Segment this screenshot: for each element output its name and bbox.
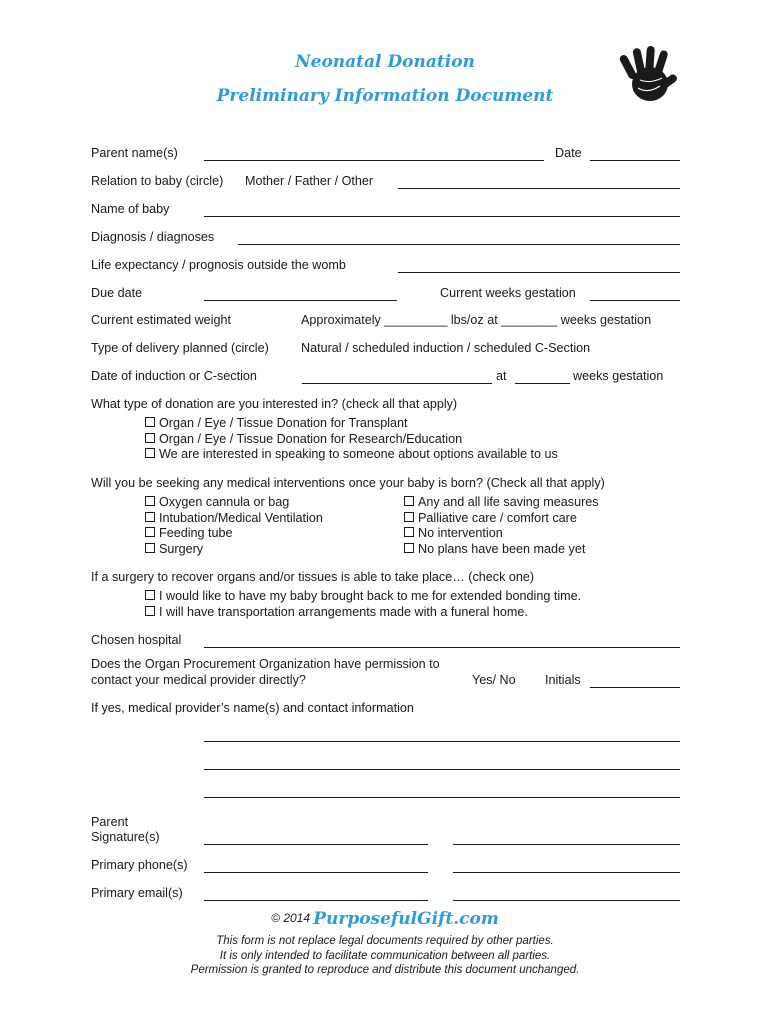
checkbox-icon [145, 417, 155, 427]
due-date-label: Due date [91, 286, 143, 300]
relation-options[interactable]: Mother / Father / Other [245, 174, 374, 188]
signature-field-2[interactable] [453, 844, 680, 845]
checkbox-icon [145, 590, 155, 600]
checkbox-bonding-time[interactable]: I would like to have my baby brought back to me for extended bonding time. [145, 589, 581, 603]
checkbox-icon [145, 527, 155, 537]
chosen-hospital-label: Chosen hospital [91, 633, 182, 647]
checkbox-intubation[interactable]: Intubation/Medical Ventilation [145, 511, 323, 525]
checkbox-icon [404, 527, 414, 537]
initials-label: Initials [545, 673, 581, 687]
copyright-text: © 2014 [271, 911, 311, 925]
parent-names-label: Parent name(s) [91, 146, 178, 160]
at-label: at [496, 369, 507, 383]
surgery-question: If a surgery to recover organs and/or tissues is able to take place… (check one) [91, 570, 535, 584]
phone-field-2[interactable] [453, 872, 680, 873]
relation-label: Relation to baby (circle) [91, 174, 224, 188]
footer-note-2: It is only intended to facilitate communication between all parties. [219, 950, 551, 962]
date-label: Date [555, 146, 582, 160]
interventions-question: Will you be seeking any medical interventions once your baby is born? (Check all that apply) [91, 476, 605, 490]
current-weeks-field[interactable] [590, 300, 680, 301]
title-line-1: Neonatal Donation [295, 52, 475, 72]
checkbox-surgery[interactable]: Surgery [145, 542, 203, 556]
delivery-options[interactable]: Natural / scheduled induction / scheduled C-Section [301, 341, 591, 355]
phone-label: Primary phone(s) [91, 858, 188, 872]
provider-field-3[interactable] [204, 797, 680, 798]
yes-no-options[interactable]: Yes/ No [472, 673, 516, 687]
chosen-hospital-field[interactable] [204, 647, 680, 648]
checkbox-no-intervention[interactable]: No intervention [404, 526, 503, 540]
current-weeks-label: Current weeks gestation [440, 286, 576, 300]
induction-date-label: Date of induction or C-section [91, 369, 257, 383]
checkbox-icon [145, 512, 155, 522]
checkbox-palliative[interactable]: Palliative care / comfort care [404, 511, 577, 525]
date-field[interactable] [590, 160, 680, 161]
title-line-2: Preliminary Information Document [216, 86, 554, 106]
footer-note-3: Permission is granted to reproduce and distribute this document unchanged. [190, 964, 580, 976]
opo-question-line2: contact your medical provider directly? [91, 673, 306, 687]
induction-weeks-field[interactable] [515, 383, 570, 384]
estimated-weight-label: Current estimated weight [91, 313, 231, 327]
checkbox-donation-research[interactable]: Organ / Eye / Tissue Donation for Research/Education [145, 432, 462, 446]
brand-logo-text: PurposefulGift.com [313, 909, 499, 929]
parent-names-field[interactable] [204, 160, 544, 161]
checkbox-icon [404, 512, 414, 522]
provider-field-1[interactable] [204, 741, 680, 742]
signatures-label: Signature(s) [91, 830, 160, 844]
footer-note-1: This form is not replace legal documents required by other parties. [216, 935, 554, 947]
baby-name-field[interactable] [204, 216, 680, 217]
checkbox-icon [145, 543, 155, 553]
initials-field[interactable] [590, 687, 680, 688]
induction-date-field[interactable] [302, 383, 492, 384]
footer-brand-line [0, 909, 770, 929]
checkbox-oxygen[interactable]: Oxygen cannula or bag [145, 495, 289, 509]
life-expectancy-field[interactable] [398, 272, 680, 273]
signature-field-1[interactable] [204, 844, 428, 845]
phone-field-1[interactable] [204, 872, 428, 873]
delivery-type-label: Type of delivery planned (circle) [91, 341, 269, 355]
weeks-gestation-label: weeks gestation [573, 369, 664, 383]
handprint-icon [614, 44, 678, 110]
checkbox-life-saving[interactable]: Any and all life saving measures [404, 495, 599, 509]
donation-question: What type of donation are you interested in? (check all that apply) [91, 397, 458, 411]
provider-label: If yes, medical provider’s name(s) and contact information [91, 701, 414, 715]
checkbox-icon [145, 448, 155, 458]
checkbox-icon [145, 496, 155, 506]
checkbox-funeral-home[interactable]: I will have transportation arrangements made with a funeral home. [145, 605, 528, 619]
parent-label: Parent [91, 815, 129, 829]
checkbox-icon [145, 433, 155, 443]
provider-field-2[interactable] [204, 769, 680, 770]
checkbox-icon [404, 543, 414, 553]
email-field-1[interactable] [204, 900, 428, 901]
email-field-2[interactable] [453, 900, 680, 901]
checkbox-no-plans[interactable]: No plans have been made yet [404, 542, 585, 556]
diagnosis-label: Diagnosis / diagnoses [91, 230, 215, 244]
checkbox-feeding-tube[interactable]: Feeding tube [145, 526, 233, 540]
checkbox-icon [404, 496, 414, 506]
relation-other-field[interactable] [398, 188, 680, 189]
checkbox-donation-speak[interactable]: We are interested in speaking to someone about options available to us [145, 447, 558, 461]
approximate-weight-field[interactable]: Approximately _________ lbs/oz at ________ weeks gestation [301, 313, 652, 327]
life-expectancy-label: Life expectancy / prognosis outside the womb [91, 258, 346, 272]
opo-question-line1: Does the Organ Procurement Organization have permission to [91, 657, 440, 671]
diagnosis-field[interactable] [238, 244, 680, 245]
checkbox-icon [145, 606, 155, 616]
checkbox-donation-transplant[interactable]: Organ / Eye / Tissue Donation for Transplant [145, 416, 408, 430]
baby-name-label: Name of baby [91, 202, 170, 216]
due-date-field[interactable] [204, 300, 397, 301]
email-label: Primary email(s) [91, 886, 183, 900]
